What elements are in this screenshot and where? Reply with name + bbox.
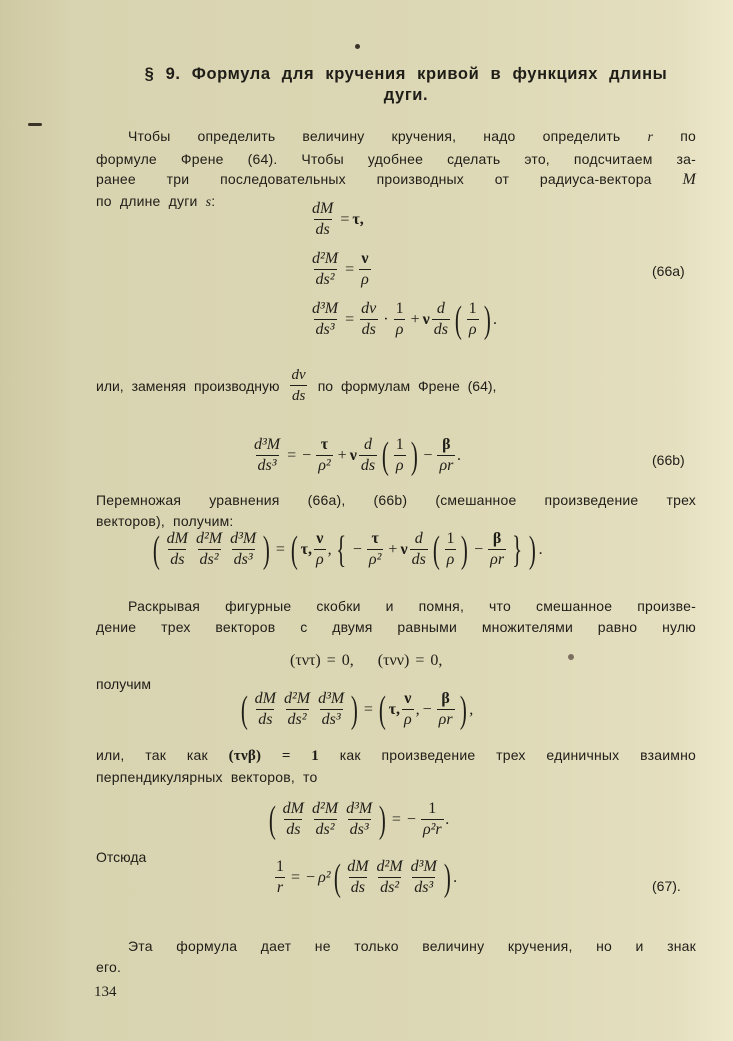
equals-sign: =: [291, 868, 301, 886]
fraction: [394, 436, 406, 475]
equation-d3M-ds3: [308, 300, 497, 339]
right-paren: ): [410, 434, 418, 477]
numerator: ν: [316, 530, 324, 547]
equals-sign: =: [391, 810, 401, 828]
denominator: ds: [361, 321, 376, 338]
equation-number-66b: (66b): [652, 452, 685, 468]
paragraph-line: перпендикулярных векторов, то: [96, 768, 318, 785]
denominator: ds²: [287, 711, 307, 728]
fraction: [344, 800, 374, 839]
fraction: [165, 530, 190, 569]
denominator: ρ²r: [422, 821, 442, 838]
scan-speck: [568, 654, 574, 660]
numerator: 1: [276, 858, 284, 875]
section-heading: [92, 64, 720, 106]
fraction: [345, 858, 370, 897]
numerator: d: [414, 530, 423, 547]
fraction: [432, 300, 450, 339]
text: как произведение трех единичных взаимно: [318, 747, 696, 763]
denominator: ds³: [321, 711, 341, 728]
nu-vector: ν: [349, 446, 357, 464]
numerator: d²M: [283, 690, 311, 707]
plus-operator: +: [388, 540, 398, 558]
denominator: ds: [350, 879, 365, 896]
denominator: ρ: [395, 321, 404, 338]
text: или, так как: [96, 747, 229, 763]
plus-operator: +: [410, 310, 420, 328]
equation-number-66a: (66a): [652, 263, 685, 279]
numerator: d²M: [195, 530, 223, 547]
paragraph-line: Перемножая уравнения (66a), (66b) (смешанное произведение трех: [96, 492, 696, 508]
numerator: dν: [361, 300, 377, 317]
paragraph-conclusion: [96, 936, 696, 977]
numerator: 1: [468, 300, 477, 317]
numerator: d²M: [311, 800, 339, 817]
numerator: d²M: [376, 858, 403, 875]
fraction: [359, 436, 377, 475]
expression: (τνν) = 0,: [377, 652, 443, 669]
numerator: d: [363, 436, 372, 453]
fraction: [310, 800, 340, 839]
denominator: ds: [315, 221, 330, 238]
var-r: r: [647, 130, 654, 145]
paragraph-intro: [96, 126, 696, 213]
numerator: d³M: [318, 690, 345, 707]
paragraph-opening-braces: [96, 596, 696, 637]
fraction: [394, 300, 406, 339]
text: по длине дуги: [96, 192, 206, 209]
fraction: [402, 690, 414, 729]
paragraph-line: Раскрывая фигурные скобки и помня, что смешанное произве-: [128, 598, 696, 614]
numerator: d³M: [230, 530, 257, 547]
fraction: [252, 436, 282, 475]
denominator: ds²: [380, 879, 400, 896]
text: по формулам Френе (64),: [317, 377, 497, 394]
fraction: [228, 530, 258, 569]
numerator: β: [441, 690, 450, 707]
minus-operator: −: [352, 540, 362, 558]
equation-zero-products: [290, 652, 442, 670]
denominator: ds: [433, 321, 449, 338]
scan-speck: [28, 123, 42, 126]
denominator: ρ: [395, 457, 404, 474]
fraction: [310, 250, 340, 289]
left-paren: (: [268, 798, 276, 841]
paragraph-line: векторов), получим:: [96, 512, 234, 529]
fraction: [444, 530, 456, 569]
rhs: τ,: [352, 210, 364, 228]
paragraph-line: Эта формула дает не только величину кручения, но и знак: [128, 938, 696, 954]
left-paren: (: [240, 688, 248, 731]
tau-vector: τ,: [300, 540, 312, 558]
numerator: ν: [361, 250, 369, 267]
fraction: [194, 530, 224, 569]
punctuation: .: [493, 310, 498, 328]
fraction: [488, 530, 506, 569]
fraction: [282, 690, 312, 729]
equals-sign: =: [275, 540, 285, 558]
inline-math: (τνβ) = 1: [228, 748, 319, 764]
fraction: [359, 250, 371, 289]
text: по: [653, 128, 696, 144]
minus-operator: −: [423, 446, 433, 464]
numerator: β: [492, 530, 502, 547]
numerator: τ: [320, 436, 329, 453]
nu-vector: ν: [400, 540, 408, 558]
denominator: ρ: [403, 711, 412, 728]
numerator: d: [436, 300, 445, 317]
paragraph-line: формуле Френе (64). Чтобы удобнее сделать это, подсчитаем за-: [96, 150, 696, 167]
numerator: d²M: [312, 250, 339, 267]
left-paren: (: [333, 856, 341, 899]
nu-vector: ν: [422, 310, 430, 328]
equation-triple-product-value: [266, 800, 450, 839]
plus-operator: +: [337, 446, 347, 464]
left-paren: (: [381, 434, 389, 477]
fraction: [316, 436, 332, 475]
paragraph-we-get: получим: [96, 676, 151, 692]
fraction: [359, 300, 378, 339]
equation-triple-product-simplified: [238, 690, 473, 729]
punctuation: .: [538, 540, 543, 558]
denominator: ρ²: [368, 551, 382, 568]
denominator: ds: [170, 551, 185, 568]
rho-squared: ρ²: [318, 868, 331, 886]
paragraph-hence: Отсюда: [96, 849, 147, 865]
fraction: [437, 436, 455, 475]
denominator: ds²: [315, 821, 335, 838]
equation-dM-ds: [308, 200, 364, 239]
paragraph-multiplying: [96, 490, 696, 531]
paragraph-line: дение трех векторов с двумя равными множителями равно нулю: [96, 618, 696, 635]
denominator: ds³: [315, 321, 335, 338]
fraction: [367, 530, 383, 569]
denominator: ρ: [361, 271, 369, 288]
numerator: dν: [291, 367, 306, 383]
var-s: s: [205, 194, 212, 210]
left-brace: {: [335, 528, 346, 571]
equals-sign: =: [345, 310, 355, 328]
numerator: 1: [428, 800, 437, 817]
fraction: [421, 800, 444, 839]
right-paren: ): [443, 856, 451, 899]
punctuation: ,: [469, 700, 474, 718]
fraction: [410, 530, 428, 569]
right-paren: ): [351, 688, 359, 731]
fraction: [314, 530, 326, 569]
numerator: 1: [446, 530, 455, 547]
right-paren: ): [461, 528, 469, 571]
punctuation: .: [445, 810, 450, 828]
left-paren: (: [454, 298, 462, 341]
denominator: ds: [290, 385, 307, 405]
paragraph-since: [96, 745, 696, 787]
expression: (τντ) = 0,: [290, 652, 354, 669]
denominator: ρr: [490, 551, 505, 568]
dot-operator: ·: [383, 310, 389, 328]
numerator: dM: [166, 530, 188, 547]
numerator: 1: [395, 436, 404, 453]
denominator: ds: [286, 821, 301, 838]
right-brace: }: [512, 528, 523, 571]
punctuation: .: [457, 446, 462, 464]
denominator: ρ²: [318, 457, 331, 474]
numerator: d³M: [254, 436, 281, 453]
minus-operator: −: [474, 540, 484, 558]
equals-sign: =: [340, 210, 350, 228]
denominator: ρ: [446, 551, 455, 568]
denominator: ds: [360, 457, 376, 474]
numerator: dM: [254, 690, 276, 707]
minus-operator: −: [422, 700, 432, 718]
minus-operator: −: [306, 868, 316, 886]
numerator: d³M: [346, 800, 373, 817]
left-paren: (: [378, 688, 386, 731]
numerator: dM: [347, 858, 369, 875]
numerator: dM: [282, 800, 304, 817]
text: ранее три последовательных производных от радиуса-вектора: [96, 171, 683, 187]
left-paren: (: [152, 528, 160, 571]
denominator: ds³: [233, 551, 253, 568]
tau-vector: τ,: [388, 700, 400, 718]
equation-number-67: (67).: [652, 878, 681, 894]
numerator: d³M: [312, 300, 339, 317]
left-paren: (: [432, 528, 440, 571]
equation-triple-product-expanded: [150, 530, 543, 569]
fraction: [253, 690, 278, 729]
fraction: [437, 690, 455, 729]
paragraph-replacing: [96, 366, 696, 405]
punctuation: ,: [415, 700, 420, 718]
numerator: dM: [312, 200, 334, 217]
equals-sign: =: [363, 700, 373, 718]
left-paren: (: [290, 528, 298, 571]
right-paren: ): [263, 528, 271, 571]
punctuation: .: [453, 868, 458, 886]
right-paren: ): [529, 528, 537, 571]
var-M: M: [682, 171, 696, 188]
numerator: d³M: [410, 858, 437, 875]
denominator: ds²: [199, 551, 219, 568]
denominator: r: [276, 879, 284, 896]
text: или, заменяя производную: [96, 377, 280, 394]
denominator: ds²: [315, 271, 335, 288]
scan-speck: [355, 44, 360, 49]
paragraph-line: [96, 745, 696, 767]
fraction: [467, 300, 479, 339]
fraction: [316, 690, 346, 729]
denominator: ρr: [438, 711, 453, 728]
equation-66b: [250, 436, 461, 475]
minus-operator: −: [302, 446, 312, 464]
fraction: [409, 858, 439, 897]
punctuation: ,: [327, 540, 332, 558]
equals-sign: =: [287, 446, 297, 464]
numerator: β: [442, 436, 451, 453]
page-number: 134: [94, 984, 117, 1000]
fraction: [375, 858, 405, 897]
right-paren: ): [379, 798, 387, 841]
equals-sign: =: [345, 260, 355, 278]
denominator: ρ: [315, 551, 324, 568]
heading-line-1: § 9. Формула для кручения кривой в функциях длины: [144, 65, 668, 83]
equation-67: [272, 858, 457, 897]
paragraph-line: [96, 191, 696, 214]
denominator: ρr: [439, 457, 454, 474]
fraction-dnu-ds: [290, 366, 308, 405]
denominator: ds³: [349, 821, 369, 838]
denominator: ds³: [257, 457, 277, 474]
text: Чтобы определить величину кручения, надо определить: [128, 128, 648, 144]
denominator: ρ: [468, 321, 477, 338]
heading-line-2: дуги.: [383, 86, 429, 104]
paragraph-line: его.: [96, 958, 122, 975]
numerator: τ: [371, 530, 379, 547]
numerator: 1: [395, 300, 404, 317]
paragraph-line: [96, 169, 696, 191]
denominator: ds: [411, 551, 426, 568]
fraction: [310, 300, 340, 339]
fraction: [281, 800, 306, 839]
denominator: ds³: [414, 879, 434, 896]
fraction: [310, 200, 335, 239]
equation-d2M-ds2: [308, 250, 373, 289]
denominator: ds: [258, 711, 273, 728]
fraction: [274, 858, 286, 897]
text: :: [211, 192, 216, 209]
minus-operator: −: [406, 810, 416, 828]
paragraph-line: [96, 126, 696, 149]
numerator: ν: [404, 690, 412, 707]
right-paren: ): [459, 688, 467, 731]
right-paren: ): [483, 298, 491, 341]
